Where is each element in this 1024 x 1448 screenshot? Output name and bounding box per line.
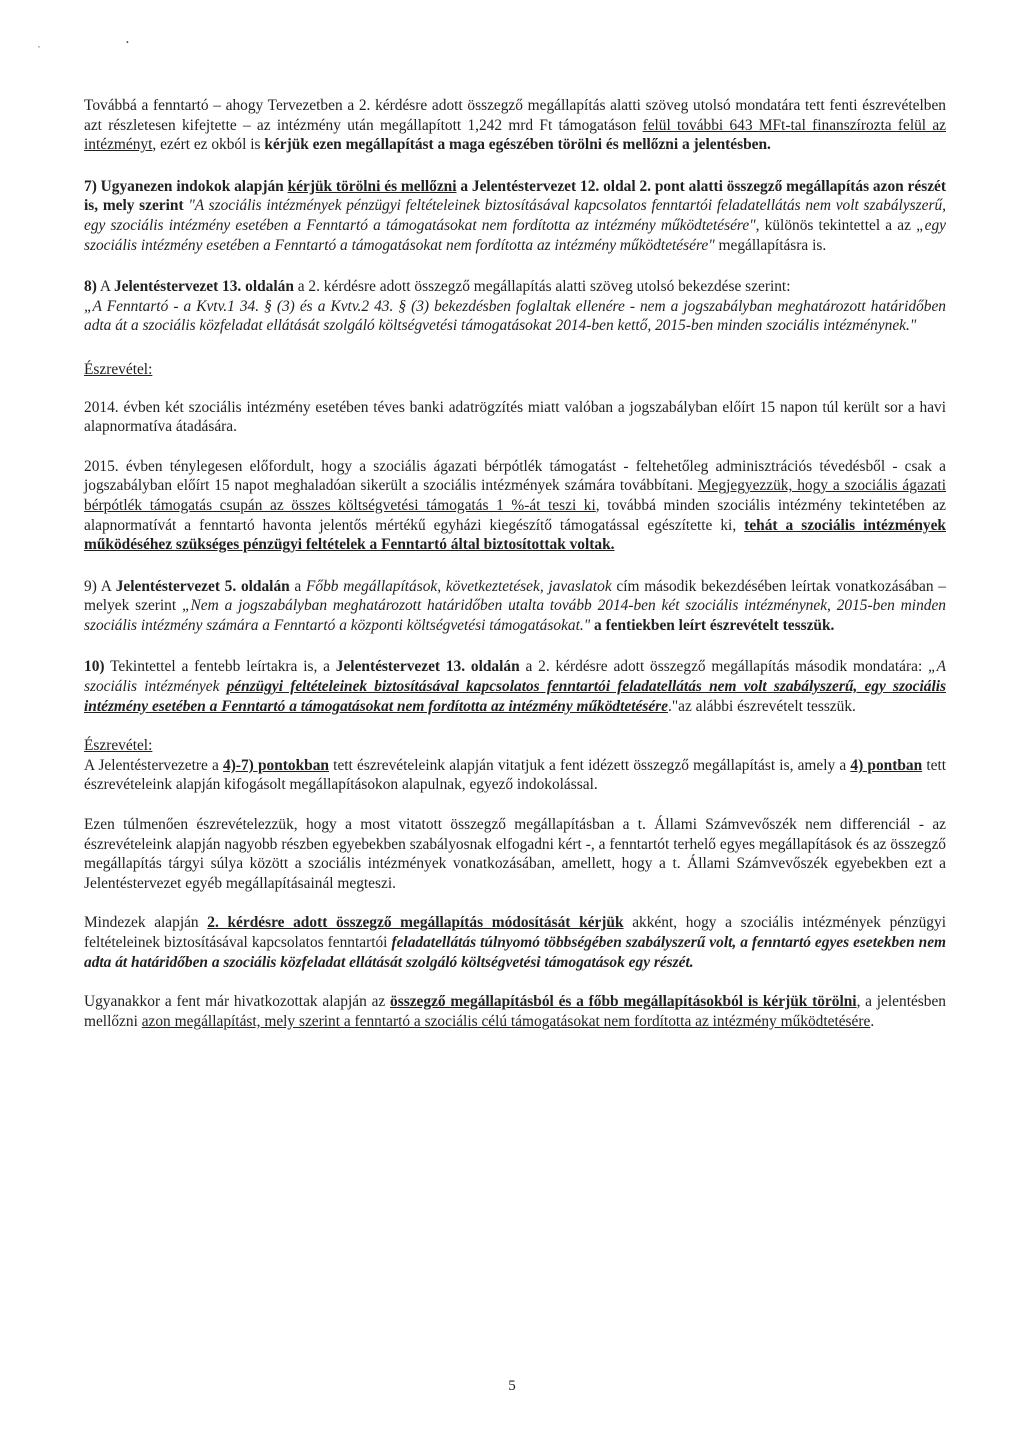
section-heading-observation: Észrevétel: [84,737,153,755]
text: , ezért ez okból is [152,136,265,154]
item-number: 8) [84,278,97,296]
text: , továbbá minden szociális intézmény tekintetében az alapnormatívát a fenntartó havonta jelentős mértékű egyházi kiegészítő támogatással egészítette ki, [84,496,946,534]
paragraph-10 [84,657,946,716]
bold-underlined-text: tehát a szociális intézmények működéséhez szükséges pénzügyi feltételek a Fenntartó által biztosítottak voltak. [84,516,946,554]
text: 2015. évben ténylegesen előfordult, hogy a szociális ágazati bérpótlék támogatást - feltehetőleg adminisztrációs tévedésből - csak a jogszabályban előírt 15 napot meghaladóan sikerült a szociális intézmények számára továbbítani. [84,457,946,495]
bold-reference: Jelentéstervezet 5. oldalán [115,577,290,595]
bold-reference: Jelentéstervezet 13. oldalán [335,658,520,676]
paragraph-request-delete [84,992,946,1031]
paragraph-9 [84,577,946,636]
paragraph-request-modify [84,913,946,972]
paragraph-observation-2 [84,756,946,795]
item-number: 10) [84,658,105,676]
bold-request: kérjük ezen megállapítást a maga egészében törölni és mellőzni a jelentésben. [264,136,771,154]
underlined-text: felül további 643 MFt-tal finanszírozta felül az intézményt [84,116,946,154]
paragraph-intro [84,96,946,155]
section-heading-observation: Észrevétel: [84,360,153,378]
bold-text: a fentiekben leírt észrevételt tesszük. [590,616,835,634]
document-body [84,96,946,1031]
text: a Jelentéstervezet 12. oldal 2. pont alatti összegző megállapítás azon részét is, mely szerint [84,177,946,215]
quote-text: „Nem a jogszabályban meghatározott határidőben utalta tovább 2014-ben két szociális intézménynek, 2015-ben minden szociális intézmény számára a Fenntartó a központi költségvetési támogatásokat." [84,597,946,634]
text: , a jelentésben mellőzni [84,993,947,1030]
text: a 2. kérdésre adott összegző megállapítás alatti szöveg utolsó bekezdése szerint: [293,278,791,296]
bold-reference: Jelentéstervezet 13. oldalán [113,278,294,296]
bold-underlined-text: összegző megállapításból és a főbb megállapításokból is kérjük törölni [390,993,857,1011]
text: tett észrevételeink alapján vitatjuk a fent idézett összegző megállapítást is, amely a [328,756,851,774]
text: akként, hogy a szociális intézmények pénzügyi feltételeinek biztosításával kapcsolatos fenntartói [84,914,946,951]
paragraph-2014: 2014. évben két szociális intézmény esetében téves banki adatrögzítés miatt valóban a jogszabályban előírt 15 napon túl került sor a havi alapnormatíva átadására. [84,398,946,436]
text: a [289,577,306,595]
underlined-text: kérjük törölni és mellőzni [287,177,457,195]
bold-underlined-text: 4)-7) pontokban [223,756,329,774]
paragraph-2015 [84,457,946,555]
paragraph-8 [84,277,946,336]
text: A Jelentéstervezetre a [84,756,224,774]
text: tett észrevételeink alapján kifogásolt megállapításokon alapulnak, egyező indokolással. [84,756,947,794]
bold-underlined-text: 2. kérdésre adott összegző megállapítás módosítását kérjük [207,914,624,932]
quote-text: Főbb megállapítások, következtetések, javaslatok [306,577,612,595]
text: . [870,1012,875,1030]
paragraph-differentiation: Ezen túlmenően észrevételezzük, hogy a most vitatott összegző megállapításban a t. Állami Számvevőszék nem differenciál - az észrevételeink alapján nagyobb részben egyebekben szabályosnak elfogadni kért -, a fenntartót terhelő egyes megállapítások és az összegző megállapítás tárgyi súlya között a szociális intézmények vonatkozásában, amellett, hogy a t. Állami Számvevőszék egyebekben ezt a Jelentéstervezet egyéb megállapításainál megteszi. [84,816,946,892]
text: Tekintettel a fentebb leírtakra is, a [104,658,336,676]
quote-text: „A szociális intézmények [84,658,947,696]
text: 7) Ugyanezen indokok alapján [84,177,288,195]
text: A [96,278,114,296]
bold-italic-text: feladatellátás túlnyomó többségében szabályszerű volt, a fenntartó egyes esetekben nem adta át határidőben a szociális közfeladat ellátását szolgáló költségvetési támogatások egy részét. [84,934,947,971]
text: megállapításra is. [714,236,827,254]
paragraph-7 [84,177,946,255]
text: Továbbá a fenntartó – ahogy Tervezetben a 2. kérdésre adott összegző megállapítás alatti szöveg utolsó mondatára tett fenti észrevételben azt részletesen kifejtette – az intézmény után megállapított 1,242 mrd Ft támogatáson [84,97,946,134]
bold-underlined-text: 4) pontban [850,756,923,774]
text: , különös tekintettel a az [755,216,917,234]
text: 9) A [84,577,116,595]
page-number: 5 [508,1378,516,1394]
quote-text: "A szociális intézmények pénzügyi feltételeinek biztosításával kapcsolatos fenntartói feladatellátás nem volt szabályszerű, egy szociális intézmény esetében a Fenntartó a támogatásokat nem fordította az intézmény működtetésére" [84,197,946,234]
scan-speck: • [126,38,129,47]
bold-italic-underlined-text: pénzügyi feltételeinek biztosításával kapcsolatos fenntartói feladatellátás nem volt szabályszerű, egy szociális intézmény esetében a Fenntartó a támogatásokat nem fordította az intézmény működtetésére [84,678,946,715]
text: Mindezek alapján [84,914,208,932]
text: cím második bekezdésében leírtak vonatkozásában – melyek szerint [84,577,946,615]
quote-text: „A Fenntartó - a Kvtv.1 34. § (3) és a Kvtv.2 43. § (3) bekezdésben foglaltak ellenére - nem a jogszabályban meghatározott határidőben adta át a szociális közfeladat ellátását szolgáló költségvetési támogatásokat 2014-ben kettő, 2015-ben minden szociális intézménynek." [84,297,946,335]
quote-text: „egy szociális intézmény esetében a Fenntartó a támogatásokat nem fordította az intézmény működtetésére" [84,216,946,254]
text: ."az alábbi észrevételt tesszük. [667,697,856,715]
text: Ugyanakkor a fent már hivatkozottak alapján az [84,993,391,1011]
underlined-text: Megjegyezzük, hogy a szociális ágazati bérpótlék támogatás csupán az összes költségvetési támogatás 1 %-át teszi ki [84,477,946,514]
scan-speck: , [38,40,40,49]
text: a 2. kérdésre adott összegző megállapítás második mondatára: [519,658,929,676]
underlined-text: azon megállapítást, mely szerint a fenntartó a szociális célú támogatásokat nem fordította az intézmény működtetésére [141,1012,871,1030]
